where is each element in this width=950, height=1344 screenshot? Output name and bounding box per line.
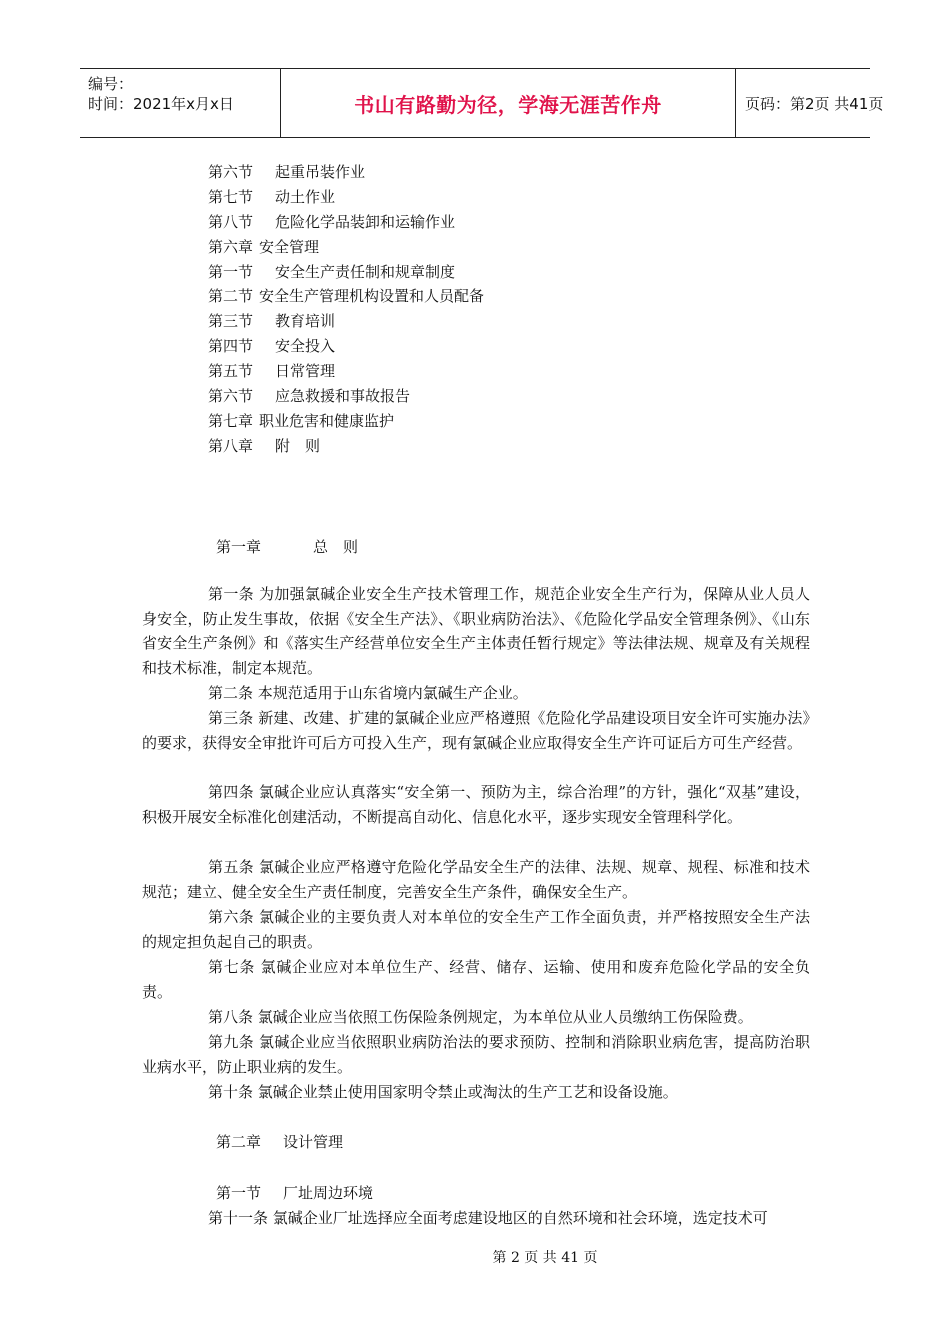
toc-item-num: 第三节 <box>208 312 254 331</box>
toc-item-title: 起重吊装作业 <box>275 163 366 181</box>
toc-item <box>208 260 484 285</box>
toc-item <box>208 185 484 210</box>
toc-item <box>208 409 484 434</box>
toc-item-num: 第六节 <box>208 163 254 181</box>
toc-item-num: 第八章 <box>208 436 254 455</box>
toc-item-title: 职业危害和健康监护 <box>259 411 395 430</box>
section-1-num: 第一节 <box>216 1184 262 1202</box>
toc-item <box>208 384 484 409</box>
toc-item-title: 教育培训 <box>275 312 336 331</box>
toc-item-title: 安全投入 <box>275 337 336 356</box>
toc-item-title: 动土作业 <box>275 187 336 206</box>
chapter-2-num: 第二章 <box>216 1133 262 1151</box>
chapter-2-heading <box>216 1131 343 1152</box>
toc-item-num: 第八节 <box>208 212 254 231</box>
toc-item-title: 安全生产责任制和规章制度 <box>275 262 456 281</box>
toc-item <box>208 284 484 309</box>
toc-item-title: 应急救援和事故报告 <box>275 387 411 406</box>
toc-item <box>208 160 484 185</box>
article-3: 第三条 新建、改建、扩建的氯碱企业应严格遵照《危险化学品建设项目安全许可实施办法》的要求，获得安全审批许可后方可投入生产，现有氯碱企业应取得安全生产许可证后方可生产经营。 <box>142 709 810 752</box>
section-1-heading <box>216 1182 373 1203</box>
header-motto-cell <box>280 69 736 137</box>
table-of-contents <box>208 160 484 459</box>
article-11: 第十一条 氯碱企业厂址选择应全面考虑建设地区的自然环境和社会环境，选定技术可 <box>208 1209 768 1227</box>
article-2: 第二条 本规范适用于山东省境内氯碱生产企业。 <box>208 684 528 702</box>
chapter-1-title: 总 则 <box>313 538 359 556</box>
article-1: 第一条 为加强氯碱企业安全生产技术管理工作，规范企业安全生产行为，保障从业人员人身安全，防止发生事故，依据《安全生产法》、《职业病防治法》、《危险化学品安全管理条例》、《山东省安全生产条例》和《落实生产经营单位安全生产主体责任暂行规定》等法律法规、规章及有关规程和技术标准，制定本规范。 <box>142 585 810 677</box>
toc-item <box>208 334 484 359</box>
toc-item <box>208 309 484 334</box>
toc-item <box>208 434 484 459</box>
article-5: 第五条 氯碱企业应严格遵守危险化学品安全生产的法律、法规、规章、规程、标准和技术规范；建立、健全安全生产责任制度，完善安全生产条件，确保安全生产。 <box>142 858 810 901</box>
toc-item <box>208 235 484 260</box>
toc-item <box>208 210 484 235</box>
page-footer <box>0 1247 950 1267</box>
toc-item-num: 第五节 <box>208 362 254 381</box>
header-meta <box>80 69 280 137</box>
section-1-title: 厂址周边环境 <box>283 1184 374 1202</box>
toc-item-title: 日常管理 <box>275 362 336 381</box>
doc-time-label: 时间：2021年x月x日 <box>88 95 234 113</box>
chapter-1-heading <box>216 536 358 557</box>
chapter-1-num: 第一章 <box>216 538 262 556</box>
toc-item-num: 第一节 <box>208 262 254 281</box>
motto-text: 书山有路勤为径，学海无涯苦作舟 <box>354 92 662 117</box>
footer-page-number: 第 2 页 共 41 页 <box>492 1250 598 1266</box>
toc-item-num: 第六章 <box>208 237 254 256</box>
toc-item-title: 危险化学品装卸和运输作业 <box>275 212 456 231</box>
toc-item-num: 第六节 <box>208 387 254 406</box>
header-page-cell <box>735 69 884 137</box>
article-6: 第六条 氯碱企业的主要负责人对本单位的安全生产工作全面负责，并严格按照安全生产法的规定担负起自己的职责。 <box>142 908 810 951</box>
doc-code-label: 编号： <box>88 75 134 93</box>
toc-item-num: 第二节 <box>208 287 254 306</box>
article-8: 第八条 氯碱企业应当依照工伤保险条例规定，为本单位从业人员缴纳工伤保险费。 <box>208 1008 753 1026</box>
toc-item-num: 第七章 <box>208 411 254 430</box>
toc-item-title: 安全生产管理机构设置和人员配备 <box>259 287 485 306</box>
chapter-2-title: 设计管理 <box>283 1133 344 1151</box>
article-10: 第十条 氯碱企业禁止使用国家明令禁止或淘汰的生产工艺和设备设施。 <box>208 1083 678 1101</box>
toc-item-title: 安全管理 <box>259 237 320 256</box>
page-header <box>80 68 884 138</box>
toc-item-num: 第七节 <box>208 187 254 206</box>
article-9: 第九条 氯碱企业应当依照职业病防治法的要求预防、控制和消除职业病危害，提高防治职业病水平，防止职业病的发生。 <box>142 1033 810 1076</box>
toc-item-title: 附 则 <box>275 436 321 455</box>
toc-item <box>208 359 484 384</box>
toc-item-num: 第四节 <box>208 337 254 356</box>
article-4: 第四条 氯碱企业应认真落实“安全第一、预防为主，综合治理”的方针，强化“双基”建设，积极开展安全标准化创建活动，不断提高自动化、信息化水平，逐步实现安全管理科学化。 <box>142 783 810 826</box>
page-code: 页码：第2页 共41页 <box>745 94 884 113</box>
article-7: 第七条 氯碱企业应对本单位生产、经营、储存、运输、使用和废弃危险化学品的安全负责。 <box>142 958 810 1001</box>
